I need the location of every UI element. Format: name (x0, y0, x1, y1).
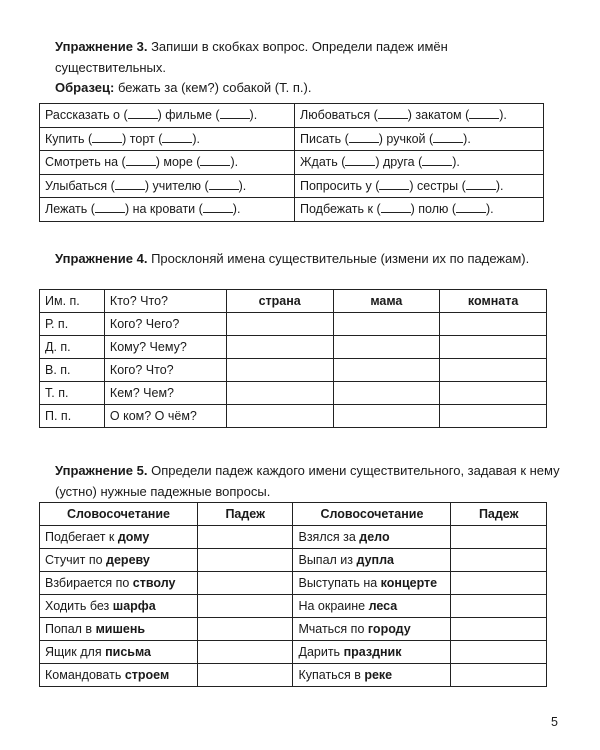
phrase-text: ) сестры ( (409, 178, 466, 193)
phrase-text: ) ручкой ( (378, 131, 434, 146)
ex5-instruction (55, 460, 560, 502)
ex5-case-cell[interactable] (197, 595, 293, 618)
ex5-case-cell[interactable] (451, 618, 547, 641)
ex5-phrase-start: Командовать (45, 668, 122, 682)
phrase-text: Ждать ( (299, 155, 346, 170)
ex4-answer-cell[interactable] (440, 382, 547, 405)
ex3-right-cell (294, 151, 543, 175)
phrase-text: ). (495, 178, 504, 193)
blank-line[interactable] (128, 108, 158, 122)
ex5-phrase (293, 664, 451, 687)
ex4-table (39, 289, 547, 428)
ex3-title: Упражнение 3. (55, 39, 148, 54)
ex3-row (40, 151, 544, 175)
ex5-row (40, 618, 547, 641)
ex5-noun: письма (105, 645, 151, 659)
phrase-text: Рассказать о ( (45, 108, 128, 123)
ex5-phrase (40, 572, 198, 595)
ex4-header-row (40, 290, 547, 313)
blank-line[interactable] (203, 202, 233, 216)
phrase-text: ). (249, 108, 258, 123)
ex5-phrase (40, 664, 198, 687)
phrase-text: Смотреть на ( (45, 155, 126, 170)
ex5-case-cell[interactable] (197, 549, 293, 572)
ex5-phrase (40, 526, 198, 549)
ex3-right-cell (294, 127, 543, 151)
ex5-phrase-start: Дарить (298, 645, 341, 659)
phrase-text: ) учителю ( (144, 178, 209, 193)
phrase-text: ) торт ( (122, 131, 163, 146)
ex5-row (40, 572, 547, 595)
ex5-noun: шарфа (112, 599, 156, 613)
ex5-table (39, 502, 547, 687)
ex4-answer-cell[interactable] (440, 313, 547, 336)
phrase-text: ). (499, 108, 507, 123)
ex4-header-word: комната (440, 290, 547, 313)
blank-line[interactable] (433, 132, 463, 146)
ex5-case-cell[interactable] (197, 572, 293, 595)
ex5-noun: городу (367, 622, 411, 636)
ex4-answer-cell[interactable] (226, 336, 333, 359)
ex5-header-case: Падеж (197, 503, 293, 526)
ex3-right-cell (294, 198, 543, 222)
phrase-text: Попросить у ( (299, 178, 380, 193)
blank-line[interactable] (200, 155, 230, 169)
ex5-phrase-start: Ящик для (45, 645, 102, 659)
blank-line[interactable] (456, 202, 486, 216)
ex3-left-cell (40, 104, 295, 128)
ex4-question: Кого? Чего? (104, 313, 226, 336)
ex5-phrase-start: Ходить без (45, 599, 110, 613)
phrase-text: ) полю ( (410, 202, 457, 217)
blank-line[interactable] (115, 179, 145, 193)
ex4-answer-cell[interactable] (440, 405, 547, 428)
ex5-noun: концерте (380, 576, 438, 590)
blank-line[interactable] (422, 155, 452, 169)
ex3-left-cell (40, 198, 295, 222)
ex3-sample-label: Образец: (55, 80, 115, 95)
ex5-noun: леса (368, 599, 398, 613)
ex3-left-cell (40, 127, 295, 151)
ex5-row (40, 641, 547, 664)
ex4-row (40, 405, 547, 428)
ex5-case-cell[interactable] (197, 641, 293, 664)
ex4-answer-cell[interactable] (333, 336, 440, 359)
ex5-noun: дому (117, 530, 150, 544)
ex5-case-cell[interactable] (197, 618, 293, 641)
blank-line[interactable] (162, 132, 192, 146)
ex4-case: П. п. (40, 405, 105, 428)
ex3-instruction (55, 36, 560, 78)
ex5-phrase-start: Подбегает к (45, 530, 115, 544)
ex5-phrase-start: Выпал из (298, 553, 354, 567)
blank-line[interactable] (379, 179, 409, 193)
phrase-text: Писать ( (299, 131, 349, 146)
ex5-noun: реке (364, 668, 393, 682)
ex5-case-cell[interactable] (451, 595, 547, 618)
ex3-left-cell (40, 151, 295, 175)
blank-line[interactable] (345, 155, 375, 169)
ex4-answer-cell[interactable] (333, 405, 440, 428)
ex5-header-case: Падеж (451, 503, 547, 526)
ex5-noun: строем (124, 668, 170, 682)
ex5-case-cell[interactable] (197, 664, 293, 687)
ex5-noun: дупла (356, 553, 394, 567)
ex5-phrase-start: Стучит по (45, 553, 103, 567)
ex5-noun: стволу (132, 576, 176, 590)
blank-line[interactable] (95, 202, 125, 216)
ex4-answer-cell[interactable] (226, 359, 333, 382)
blank-line[interactable] (220, 108, 250, 122)
ex4-answer-cell[interactable] (333, 313, 440, 336)
ex4-answer-cell[interactable] (226, 313, 333, 336)
ex5-phrase (293, 641, 451, 664)
phrase-text: ) фильме ( (157, 108, 220, 123)
ex5-case-cell[interactable] (451, 572, 547, 595)
ex4-row (40, 359, 547, 382)
phrase-text: ) друга ( (375, 155, 423, 170)
ex4-case: Т. п. (40, 382, 105, 405)
phrase-text: ) море ( (155, 155, 201, 170)
ex5-phrase (40, 595, 198, 618)
ex5-phrase-start: Мчаться по (298, 622, 365, 636)
ex5-phrase-start: Попал в (45, 622, 93, 636)
ex4-answer-cell[interactable] (440, 359, 547, 382)
ex3-left-cell (40, 174, 295, 198)
ex5-phrase (293, 572, 451, 595)
ex3-sample-text: бежать за (кем?) собакой (Т. п.). (117, 80, 312, 95)
ex5-title: Упражнение 5. (55, 463, 148, 478)
ex4-row (40, 336, 547, 359)
ex5-case-cell[interactable] (451, 549, 547, 572)
phrase-text: ). (463, 131, 471, 146)
phrase-text: ). (232, 202, 241, 217)
ex5-case-cell[interactable] (451, 641, 547, 664)
ex3-row (40, 174, 544, 198)
blank-line[interactable] (92, 132, 122, 146)
ex5-phrase-start: Взялся за (298, 530, 356, 544)
ex5-header-phrase: Словосочетание (293, 503, 451, 526)
ex4-answer-cell[interactable] (226, 405, 333, 428)
ex4-header-word: страна (226, 290, 333, 313)
ex5-phrase (293, 595, 451, 618)
phrase-text: Лежать ( (45, 202, 95, 217)
ex4-row (40, 382, 547, 405)
ex4-answer-cell[interactable] (440, 336, 547, 359)
ex4-instruction (55, 248, 560, 269)
ex4-question: Кому? Чему? (104, 336, 226, 359)
ex5-noun: мишень (95, 622, 146, 636)
ex3-right-cell (294, 174, 543, 198)
ex5-noun: праздник (343, 645, 402, 659)
ex3-table (39, 103, 544, 222)
ex3-right-cell (294, 104, 543, 128)
blank-line[interactable] (378, 108, 408, 122)
ex5-header-phrase: Словосочетание (40, 503, 198, 526)
ex5-phrase-start: На окраине (298, 599, 366, 613)
ex5-header-row (40, 503, 547, 526)
ex5-phrase (293, 549, 451, 572)
blank-line[interactable] (209, 179, 239, 193)
ex5-phrase-start: Купаться в (298, 668, 361, 682)
ex5-row (40, 549, 547, 572)
ex5-phrase-start: Выступать на (298, 576, 378, 590)
ex4-question: О ком? О чём? (104, 405, 226, 428)
ex5-phrase (40, 549, 198, 572)
ex4-question: Кого? Что? (104, 359, 226, 382)
ex4-case: В. п. (40, 359, 105, 382)
blank-line[interactable] (466, 179, 496, 193)
ex4-text: Просклоняй имена существительные (измени их по падежам). (151, 251, 530, 266)
blank-line[interactable] (126, 155, 156, 169)
phrase-text: ). (486, 202, 494, 217)
ex3-row (40, 198, 544, 222)
blank-line[interactable] (381, 202, 411, 216)
ex4-question: Кем? Чем? (104, 382, 226, 405)
ex5-phrase (293, 526, 451, 549)
ex5-case-cell[interactable] (451, 526, 547, 549)
ex5-case-cell[interactable] (451, 664, 547, 687)
blank-line[interactable] (349, 132, 379, 146)
phrase-text: ). (238, 178, 247, 193)
ex5-noun: дело (359, 530, 390, 544)
phrase-text: Улыбаться ( (45, 178, 115, 193)
phrase-text: Подбежать к ( (299, 202, 381, 217)
ex3-row (40, 104, 544, 128)
ex5-row (40, 526, 547, 549)
ex5-phrase (293, 618, 451, 641)
ex5-phrase (40, 641, 198, 664)
ex4-answer-cell[interactable] (226, 382, 333, 405)
ex4-title: Упражнение 4. (55, 251, 148, 266)
ex3-row (40, 127, 544, 151)
phrase-text: ). (452, 155, 460, 170)
phrase-text: Купить ( (45, 131, 93, 146)
ex5-phrase (40, 618, 198, 641)
ex3-text: Запиши в скобках вопрос. Определи падеж имён существительных. (55, 39, 448, 75)
ex4-case: Д. п. (40, 336, 105, 359)
ex5-row (40, 664, 547, 687)
ex5-text: Определи падеж каждого имени существительного, задавая к нему (устно) нужные падежные вопросы. (55, 463, 560, 499)
ex4-header-case: Им. п. (40, 290, 105, 313)
phrase-text: ) на кровати ( (124, 202, 203, 217)
ex5-row (40, 595, 547, 618)
page-number: 5 (551, 715, 558, 729)
phrase-text: ). (192, 131, 201, 146)
phrase-text: Любоваться ( (299, 108, 378, 123)
ex3-sample (55, 80, 311, 95)
ex4-row (40, 313, 547, 336)
ex5-noun: дереву (106, 553, 150, 567)
blank-line[interactable] (469, 108, 499, 122)
ex5-phrase-start: Взбирается по (45, 576, 130, 590)
ex4-answer-cell[interactable] (333, 359, 440, 382)
ex4-case: Р. п. (40, 313, 105, 336)
ex5-case-cell[interactable] (197, 526, 293, 549)
ex4-header-question: Кто? Что? (104, 290, 226, 313)
phrase-text: ) закатом ( (407, 108, 470, 123)
ex4-answer-cell[interactable] (333, 382, 440, 405)
ex4-header-word: мама (333, 290, 440, 313)
phrase-text: ). (230, 155, 239, 170)
